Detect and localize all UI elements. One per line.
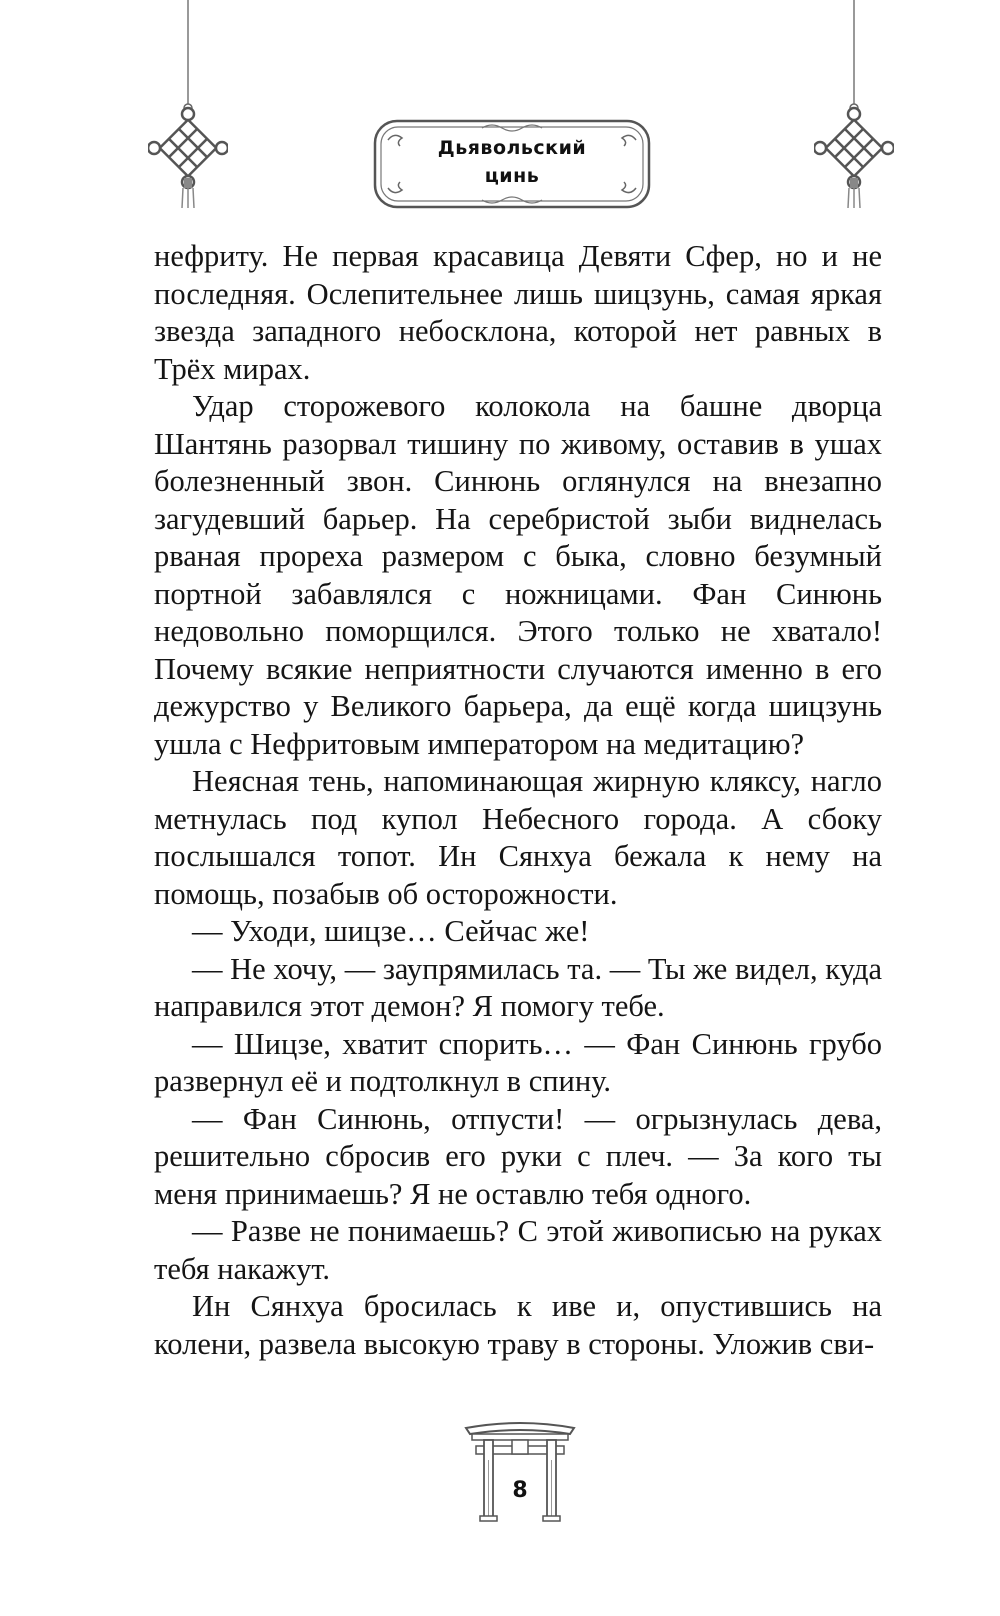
page-body-text bbox=[154, 238, 882, 1363]
running-header-title-line2: цинь bbox=[484, 165, 540, 187]
hanging-knot-ornament-left-icon bbox=[148, 0, 228, 210]
paragraph: нефриту. Не первая красавица Девяти Сфер, но и не последняя. Ослепительнее лишь шицзунь, самая яркая звезда западного небосклона, которой нет равных в Трёх мирах. bbox=[154, 239, 882, 386]
torii-gate-icon bbox=[462, 1420, 578, 1522]
paragraph: Неясная тень, напоминающая жирную кляксу, нагло метнулась под купол Небесного города. А сбоку послышался топот. Ин Сянхуа бежала к нему на помощь, позабыв об осторожности. bbox=[154, 764, 882, 911]
running-header-title bbox=[372, 134, 652, 190]
hanging-knot-ornament-right-icon bbox=[814, 0, 894, 210]
running-header-title-line1: Дьявольский bbox=[437, 137, 587, 159]
paragraph: — Разве не понимаешь? С этой живописью на руках тебя накажут. bbox=[154, 1214, 882, 1286]
paragraph: — Фан Синюнь, отпусти! — огрызнулась дева, решительно сбросив его руки с плеч. — За кого ты меня принимаешь? Я не оставлю тебя одного. bbox=[154, 1101, 882, 1211]
page-number: 8 bbox=[512, 1478, 528, 1503]
paragraph: — Не хочу, — заупрямилась та. — Ты же видел, куда направился этот демон? Я помогу тебе. bbox=[154, 951, 882, 1023]
paragraph: — Шицзе, хватит спорить… — Фан Синюнь грубо развернул её и подтолкнул в спину. bbox=[154, 1026, 882, 1098]
paragraph: Удар сторожевого колокола на башне дворца Шантянь разорвал тишину по живому, оставив в ушах болезненный звон. Синюнь оглянулся на внезапно загудевший барьер. На серебристой зыби виднелась рваная прореха размером с быка, словно безумный портной забавлялся с ножницами. Фан Синюнь недовольно поморщился. Этого только не хватало! Почему всякие неприятности случаются именно в его дежурство у Великого барьера, да ещё когда шицзунь ушла с Нефритовым императором на медитацию? bbox=[154, 389, 882, 761]
paragraph: Ин Сянхуа бросилась к иве и, опустившись на колени, развела высокую траву в стороны. Уложив сви- bbox=[154, 1289, 882, 1361]
paragraph: — Уходи, шицзе… Сейчас же! bbox=[192, 914, 590, 948]
